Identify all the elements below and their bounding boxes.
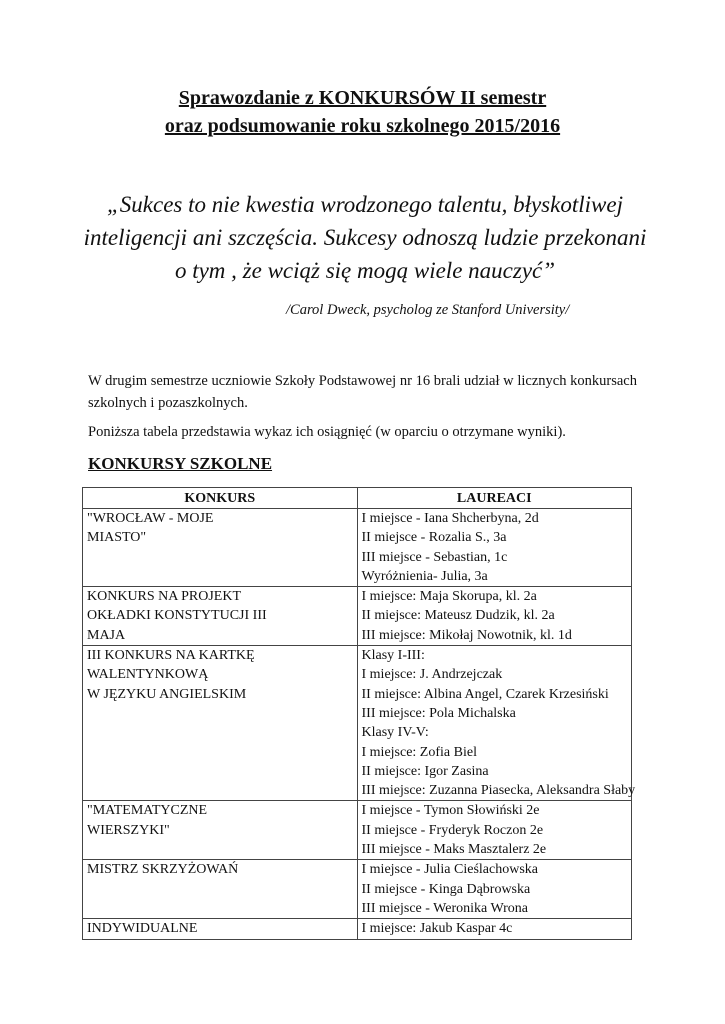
- table-row: [83, 587, 632, 646]
- winner-line: II miejsce: Igor Zasina: [361, 763, 489, 779]
- contest-name-cell: [83, 919, 358, 939]
- quote-line: „Sukces to nie kwestia wrodzonego talentu, błyskotliwej: [107, 192, 623, 217]
- winners-cell: [357, 801, 632, 860]
- quote-line: inteligencji ani szczęścia. Sukcesy odnoszą ludzie przekonani: [83, 225, 647, 250]
- winners-cell: [357, 860, 632, 919]
- winner-line: II miejsce - Kinga Dąbrowska: [361, 881, 531, 897]
- winner-line: Klasy IV-V:: [361, 725, 429, 741]
- contest-name-line: MISTRZ SKRZYŻOWAŃ: [87, 862, 239, 878]
- contest-name-line: WALENTYNKOWĄ: [87, 667, 209, 683]
- contests-table: [82, 487, 636, 940]
- contest-name-line: OKŁADKI KONSTYTUCJI III: [87, 608, 267, 624]
- winner-line: I miejsce - Julia Cieślachowska: [361, 862, 539, 878]
- contest-name-line: MAJA: [87, 627, 126, 643]
- table-row: [83, 860, 632, 919]
- quote-line: o tym , że wciąż się mogą wiele nauczyć”: [174, 258, 556, 283]
- winner-line: I miejsce: Maja Skorupa, kl. 2a: [361, 589, 537, 605]
- contest-name-line: MIASTO": [87, 530, 147, 546]
- contest-name-cell: [83, 587, 358, 646]
- contest-name-line: III KONKURS NA KARTKĘ: [87, 648, 255, 664]
- table-body: [83, 509, 636, 940]
- winner-line: I miejsce: J. Andrzejczak: [361, 667, 503, 683]
- header-winners: LAUREACI: [357, 488, 632, 509]
- winner-line: Wyróżnienia- Julia, 3a: [361, 568, 488, 584]
- table-description: Poniższa tabela przedstawia wykaz ich osiągnięć (w oparciu o otrzymane wyniki).: [88, 424, 566, 440]
- contest-name-cell: [83, 509, 358, 587]
- winner-line: III miejsce - Maks Masztalerz 2e: [361, 842, 547, 858]
- table-row: [83, 646, 632, 801]
- intro-paragraph: W drugim semestrze uczniowie Szkoły Podstawowej nr 16 brali udział w licznych konkursach szkolnych i pozaszkolnych.: [88, 373, 637, 411]
- document-title: [0, 84, 725, 140]
- quote-author: /Carol Dweck, psycholog ze Stanford University/: [286, 302, 570, 318]
- title-line-1: Sprawozdanie z KONKURSÓW II semestr: [178, 87, 547, 109]
- winner-line: III miejsce: Pola Michalska: [361, 705, 516, 721]
- contest-name-line: KONKURS NA PROJEKT: [87, 589, 242, 605]
- motto-quote: [70, 188, 660, 287]
- winner-line: III miejsce: Mikołaj Nowotnik, kl. 1d: [361, 627, 572, 643]
- winners-cell: [357, 919, 632, 939]
- section-heading: KONKURSY SZKOLNE: [88, 454, 273, 473]
- winner-line: II miejsce: Mateusz Dudzik, kl. 2a: [361, 608, 555, 624]
- winner-line: Klasy I-III:: [361, 648, 425, 664]
- header-contest: KONKURS: [83, 488, 358, 509]
- winner-line: I miejsce - Tymon Słowiński 2e: [361, 803, 540, 819]
- winner-line: III miejsce: Zuzanna Piasecka, Aleksandra Słaby: [361, 783, 636, 799]
- table-row: [83, 919, 632, 939]
- winner-line: I miejsce - Iana Shcherbyna, 2d: [361, 511, 539, 526]
- winner-line: II miejsce - Rozalia S., 3a: [361, 530, 507, 546]
- winners-cell: [357, 646, 636, 801]
- winner-line: III miejsce - Weronika Wrona: [361, 900, 529, 916]
- winners-cell: [357, 587, 632, 646]
- contest-name-line: "WROCŁAW - MOJE: [87, 511, 214, 526]
- table-row: [83, 509, 632, 587]
- winner-line: III miejsce - Sebastian, 1c: [361, 549, 508, 565]
- contest-name-line: INDYWIDUALNE: [87, 921, 198, 937]
- table-header-row: [83, 488, 632, 509]
- title-line-2: oraz podsumowanie roku szkolnego 2015/2016: [164, 115, 561, 137]
- contest-name-cell: [83, 801, 358, 860]
- winner-line: I miejsce: Jakub Kaspar 4c: [361, 921, 513, 937]
- contest-name-cell: [83, 860, 358, 919]
- contest-name-line: "MATEMATYCZNE: [87, 803, 208, 819]
- winners-cell: [357, 509, 632, 587]
- contest-name-line: WIERSZYKI": [87, 822, 170, 838]
- contest-name-cell: [83, 646, 358, 801]
- winner-line: II miejsce - Fryderyk Roczon 2e: [361, 822, 544, 838]
- table-row: [83, 801, 632, 860]
- contest-name-line: W JĘZYKU ANGIELSKIM: [87, 686, 247, 702]
- winner-line: I miejsce: Zofia Biel: [361, 744, 477, 760]
- winner-line: II miejsce: Albina Angel, Czarek Krzesiński: [361, 686, 609, 702]
